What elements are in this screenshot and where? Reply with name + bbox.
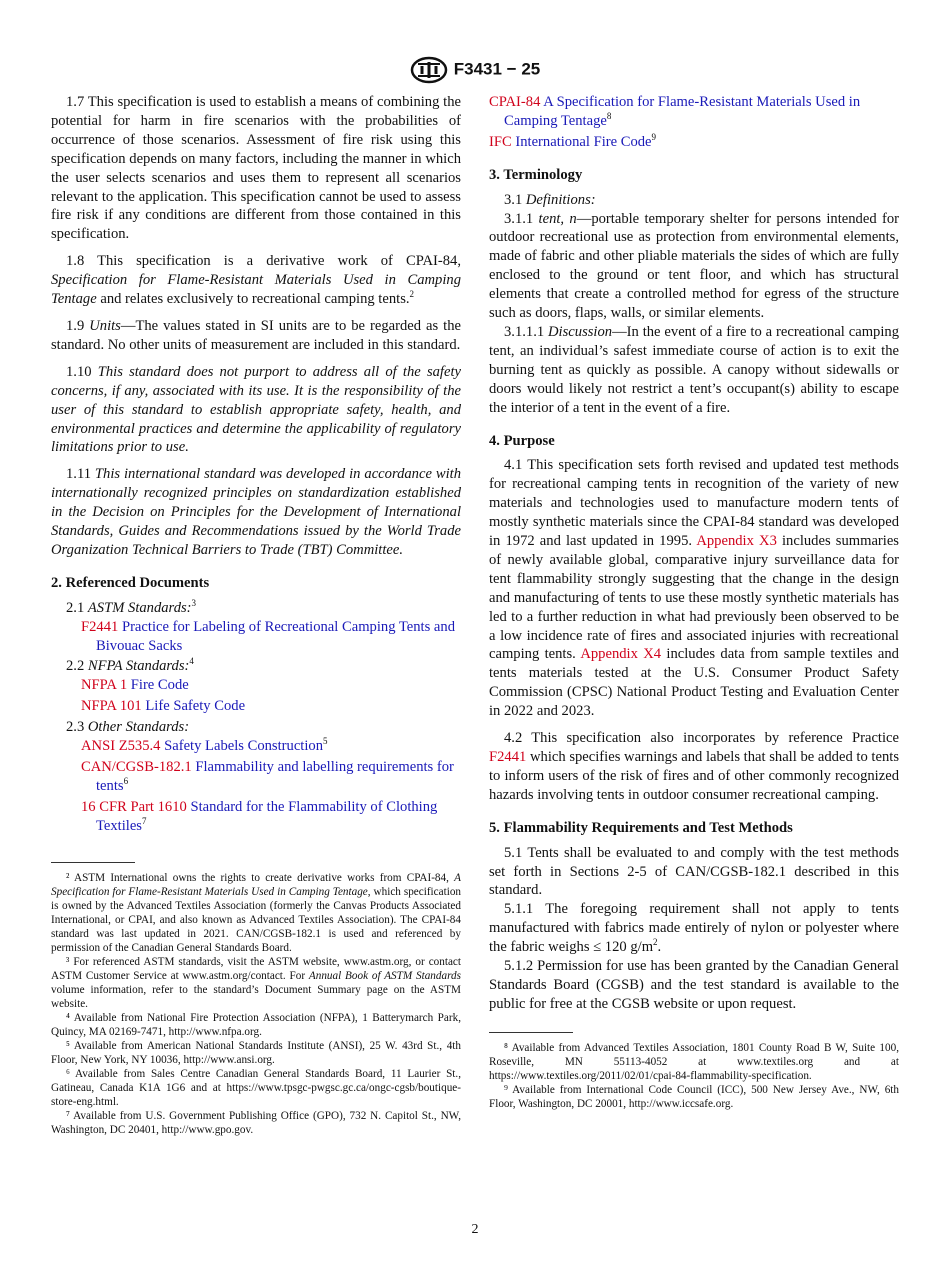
astm-logo-icon: [410, 56, 448, 84]
footnote-8: ⁸ Available from Advanced Textiles Association, 1801 County Road B W, Suite 100, Roseville, MN 55113-4052 at www.textiles.org and at https://www.textiles.org/2011/02/01/cpai-84-flammability-specification.: [489, 1041, 899, 1082]
ref-nfpa-1[interactable]: NFPA 1 Fire Code: [81, 677, 189, 694]
ref-cgsb[interactable]: CAN/CGSB-182.1 Flammability and labelling requirements for tents$^6$: [81, 759, 454, 794]
page-header: [0, 56, 950, 84]
footnote-7: ⁷ Available from U.S. Government Publishing Office (GPO), 732 N. Capitol St., NW, Washington, DC 20401, http://www.gpo.gov.: [51, 1109, 461, 1136]
para-1-8: 1.8 This specification is a derivative work of CPAI-84, Specification for Flame-Resistant Materials Used in Camping Tentage and relates exclusively to recreational camping tents.$^2$: [51, 253, 461, 308]
para-5-1-2: 5.1.2 Permission for use has been granted by the Canadian General Standards Board (CGSB) and the test standard is available to the public for free at the CGSB website or upon request.: [489, 958, 899, 1012]
sub-3-1: 3.1 Definitions:: [504, 191, 596, 208]
section-3-heading: 3. Terminology: [489, 166, 583, 183]
section-5-heading: 5. Flammability Requirements and Test Methods: [489, 819, 793, 836]
appendix-x3-link[interactable]: Appendix X3: [696, 533, 777, 550]
ref-ansi[interactable]: ANSI Z535.4 Safety Labels Construction$^5$: [81, 736, 328, 755]
para-1-11: 1.11 This international standard was developed in accordance with internationally recognized principles on standardization established in the Decision on Principles for the Development of International Standards, Guides and Recommendations issued by the World Trade Organization Technical Barriers to Trade (TBT) Committee.: [51, 466, 461, 558]
footnote-6: ⁶ Available from Sales Centre Canadian General Standards Board, 11 Laurier St., Gatineau, Canada K1A 1G6 and at https://www.tpsgc-pwgsc.gc.ca/ongc-cgsb/boutique-store-eng.html.: [51, 1067, 461, 1108]
sub-2-3: 2.3 Other Standards:: [66, 719, 190, 736]
appendix-x4-link[interactable]: Appendix X4: [580, 646, 662, 663]
left-column: [51, 93, 461, 1137]
ref-16cfr[interactable]: 16 CFR Part 1610 Standard for the Flammability of Clothing Textiles$^7$: [81, 798, 438, 834]
para-3-1-1: 3.1.1 tent, n—portable temporary shelter for persons intended for outdoor recreational use as protection from environmental elements, made of fabric and other pliable materials the sides of which are fully enclosed to the ground or tent floor, and which has structural elements that create a controlled method for egress of the structure such as doors, flaps, walls, or similar elements.: [489, 210, 899, 322]
para-3-1-1-1: 3.1.1.1 Discussion—In the event of a fire to a recreational camping tent, an individual’s safest immediate course of action is to exit the burning tent as quickly as possible. A canopy without sidewalls or doors would likely not restrict a tent’s occupant(s) ability to escape the interior of a tent in the event of a fire.: [489, 323, 899, 416]
footnote-divider: [51, 862, 135, 863]
section-4-heading: 4. Purpose: [489, 432, 555, 449]
sub-2-1: 2.1 ASTM Standards:$^3$: [66, 597, 197, 616]
ref-nfpa-101[interactable]: NFPA 101 Life Safety Code: [81, 698, 246, 715]
page-number: 2: [471, 1222, 479, 1237]
f2441-link[interactable]: F2441: [489, 749, 527, 765]
para-5-1: 5.1 Tents shall be evaluated to and comply with the test methods set forth in Sections 2-5 of CAN/CGSB-182.1 described in this standard.: [489, 844, 899, 899]
para-1-9: 1.9 Units—The values stated in SI units are to be regarded as the standard. No other units of measurement are included in this standard.: [51, 317, 461, 353]
sub-2-2: 2.2 NFPA Standards:$^4$: [66, 656, 194, 675]
footnote-9: ⁹ Available from International Code Council (ICC), 500 New Jersey Ave., NW, 6th Floor, Washington, DC 20001, http://www.iccsafe.org.: [489, 1083, 899, 1110]
para-1-10: 1.10 This standard does not purport to address all of the safety concerns, if any, associated with its use. It is the responsibility of the user of this standard to establish appropriate safety, health, and environmental practices and determine the applicability of regulatory limitations prior to use.: [51, 363, 461, 456]
para-1-7: 1.7 This specification is used to establish a means of combining the potential for harm in fire scenarios with the probabilities of occurrence of those scenarios. Assessment of fire risk using this specification depends on many factors, including the manner in which the user selects scenarios and uses them to represent all scenarios relevant to the application. This specification cannot be used to assess fire risk if any conditions are different from those contained in this specification.: [51, 94, 461, 243]
para-5-1-1: 5.1.1 The foregoing requirement shall not apply to tents manufactured with fabrics made entirely of nylon or polyester where the fabric weighs ≤ 120 $g/m^2$.: [489, 901, 899, 956]
para-4-1: 4.1 This specification sets forth revised and updated test methods for recreational camping tents in recognition of the variety of new materials and technologies used to manufacture modern tents of mostly synthetic materials since the CPAI-84 standard was developed in 1972 and last updated in 1995. Appendix X3 includes summaries of newly available global, comparative injury surveillance data for tent flammability strongly suggesting that the change in the design and manufacturing of tents to use these mostly synthetic materials has led to a further reduction in what had previously been observed to be a low incidence rate of fires and associated injuries with recreational camping tents. Appendix X4 includes data from sample textiles and tents materials tested at the U.S. Consumer Product Safety Commission (CPSC) National Product Testing and Evaluation Center in 2022 and 2023.: [489, 457, 899, 720]
right-column: [489, 93, 899, 1111]
para-4-2: 4.2 This specification also incorporates by reference Practice F2441 which specifies warnings and labels that shall be added to tents to inform users of the risk of fires and of other commonly recognized hazards involving tents in outdoor consumer recreational camping.: [489, 730, 899, 803]
ref-f2441[interactable]: F2441 Practice for Labeling of Recreational Camping Tents and Bivouac Sacks: [81, 618, 455, 654]
footnote-5: ⁵ Available from American National Standards Institute (ANSI), 25 W. 43rd St., 4th Floor, New York, NY 10036, http://www.ansi.org.: [51, 1039, 461, 1066]
ref-cpai-84[interactable]: CPAI-84 A Specification for Flame-Resistant Materials Used in Camping Tentage$^8$: [489, 94, 861, 129]
footnote-2: ² ASTM International owns the rights to create derivative works from CPAI-84, A Specification for Flame-Resistant Materials Used in Camping Tentage, which specification is owned by the Advanced Textiles Association (formerly the Canvas Products Associated International, or CPAI, and also known as Advanced Textiles Association). The CPAI-84 standard was last updated in 2021. CAN/CGSB-182.1 is used and referenced by permission of the Canadian General Standards Board.: [51, 871, 462, 954]
footnote-divider-right: [489, 1032, 573, 1033]
footnote-4: ⁴ Available from National Fire Protection Association (NFPA), 1 Batterymarch Park, Quincy, MA 02169-7471, http://www.nfpa.org.: [51, 1011, 461, 1038]
designation: F3431 − 25: [453, 59, 541, 79]
ref-ifc[interactable]: IFC International Fire Code$^9$: [489, 131, 657, 150]
footnote-3: ³ For referenced ASTM standards, visit the ASTM website, www.astm.org, or contact ASTM Customer Service at www.astm.org/contact. For Annual Book of ASTM Standards volume information, refer to the standard’s Document Summary page on the ASTM website.: [51, 955, 461, 1010]
section-2-heading: 2. Referenced Documents: [51, 574, 210, 591]
